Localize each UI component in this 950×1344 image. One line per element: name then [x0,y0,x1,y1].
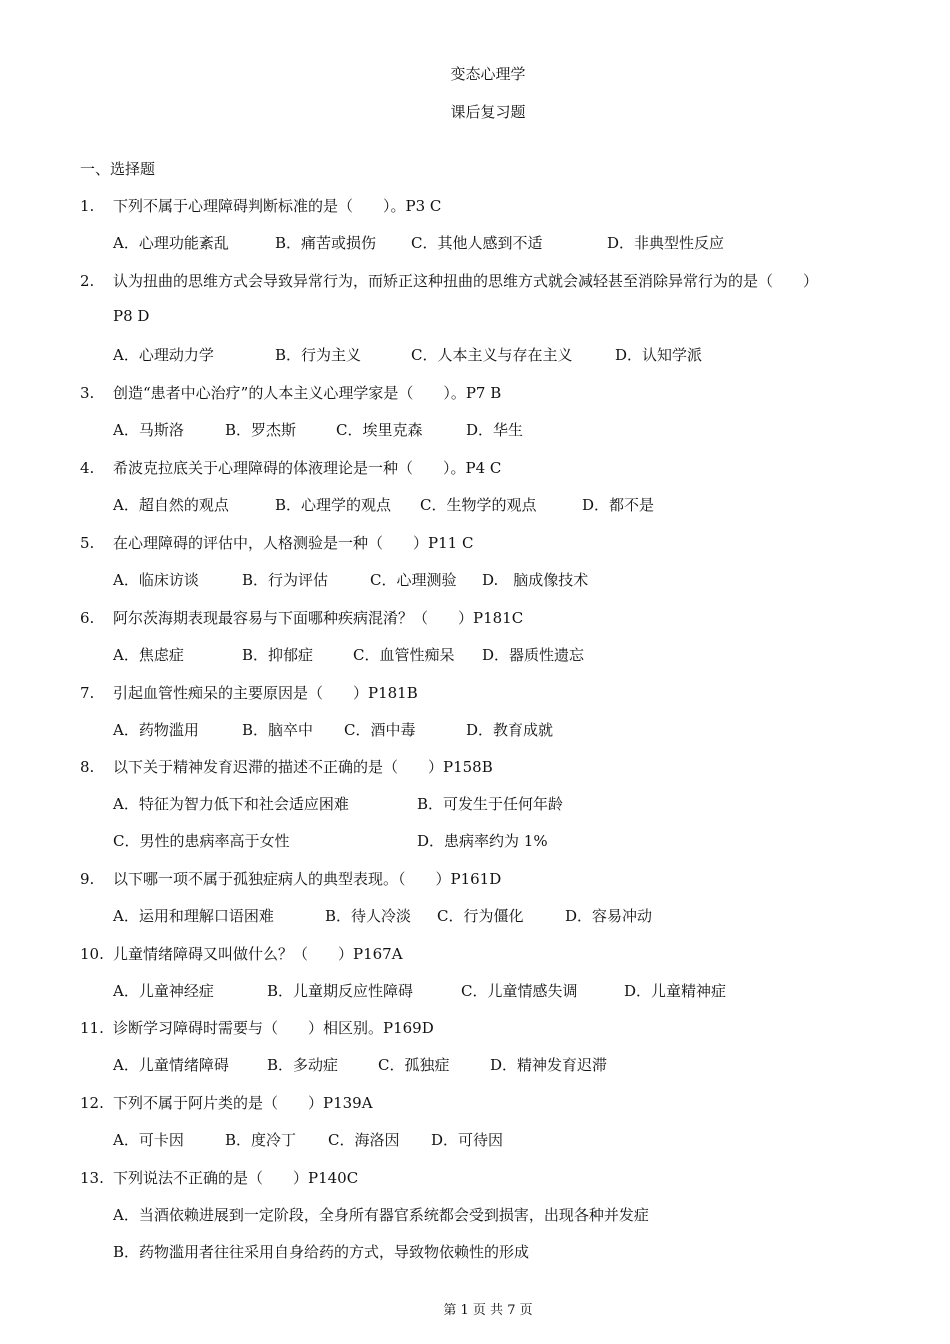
option-a: A．马斯洛 [113,421,184,439]
question-1 [80,195,910,216]
question-number: 3. [80,384,95,402]
option-a: A．药物滥用 [113,721,199,739]
option-a: A．超自然的观点 [113,496,229,514]
question-3 [80,382,910,403]
page-footer: 第 1 页 共 7 页 [443,1303,533,1318]
option-d: D．容易冲动 [565,907,653,925]
question-5 [80,532,910,553]
option-c: C．酒中毒 [344,721,416,739]
question-number: 9. [80,870,95,888]
question-number: 8. [80,758,95,776]
question-12 [80,1092,910,1113]
option-a: A．儿童情绪障碍 [113,1056,229,1074]
option-b: B．度冷丁 [225,1131,297,1149]
option-d: D．非典型性反应 [607,234,725,252]
question-7 [80,682,910,703]
question-2 [80,270,910,291]
option-d: D．认知学派 [615,346,703,364]
option-c: C．男性的患病率高于女性 [113,832,290,850]
question-text: 下列不属于心理障碍判断标准的是（ ）。P3 C [113,197,442,215]
option-b: B．多动症 [267,1056,339,1074]
option-b: B．可发生于任何年龄 [417,795,564,813]
question-text: 儿童情绪障碍又叫做什么？（ ）P167A [113,945,403,963]
option-c: C．埃里克森 [336,421,423,439]
option-c: C．行为僵化 [437,907,524,925]
option-c: C．血管性痴呆 [353,646,455,664]
question-number: 12. [80,1094,104,1112]
question-text: 认为扭曲的思维方式会导致异常行为，而矫正这种扭曲的思维方式就会减轻甚至消除异常行为的是（ ） [113,272,819,290]
question-number: 10. [80,945,104,963]
question-10 [80,943,910,964]
question-text: 下列说法不正确的是（ ）P140C [113,1169,359,1187]
option-b: B．抑郁症 [242,646,314,664]
option-b: B．儿童期反应性障碍 [267,982,414,1000]
option-a: A．特征为智力低下和社会适应困难 [113,795,349,813]
option-b: B．药物滥用者往往采用自身给药的方式，导致物依赖性的形成 [113,1243,530,1261]
option-a: A．心理功能紊乱 [113,234,229,252]
option-d: D．教育成就 [466,721,554,739]
document-subtitle: 课后复习题 [450,103,526,121]
question-6 [80,607,910,628]
question-text: 希波克拉底关于心理障碍的体液理论是一种（ ）。P4 C [113,459,502,477]
document-title: 变态心理学 [450,65,526,83]
question-13 [80,1167,910,1188]
option-b: B．行为评估 [242,571,329,589]
question-text: 在心理障碍的评估中，人格测验是一种（ ）P11 C [113,534,474,552]
option-d: D. 脑成像技术 [482,571,589,589]
option-b: B．脑卒中 [242,721,314,739]
option-c: C．其他人感到不适 [411,234,543,252]
option-a: A．当酒依赖进展到一定阶段，全身所有器官系统都会受到损害，出现各种并发症 [113,1206,649,1224]
option-a: A．焦虑症 [113,646,184,664]
question-text: 以下关于精神发育迟滞的描述不正确的是（ ）P158B [113,758,493,776]
option-c: C．生物学的观点 [420,496,537,514]
question-9 [80,868,910,889]
question-text: 下列不属于阿片类的是（ ）P139A [113,1094,373,1112]
question-number: 2. [80,272,95,290]
question-2-continuation: P8 D [113,307,150,325]
option-d: D．器质性遗忘 [482,646,585,664]
question-number: 7. [80,684,95,702]
option-a: A．运用和理解口语困难 [113,907,274,925]
question-number: 11. [80,1019,104,1037]
option-b: B．痛苦或损伤 [275,234,377,252]
option-c: C．心理测验 [370,571,457,589]
option-d: D．都不是 [582,496,655,514]
option-d: D．华生 [466,421,524,439]
question-text: 以下哪一项不属于孤独症病人的典型表现。（ ）P161D [113,870,502,888]
option-a: A．临床访谈 [113,571,199,589]
option-c: C．儿童情感失调 [461,982,578,1000]
option-a: A．心理动力学 [113,346,214,364]
option-c: C．人本主义与存在主义 [411,346,573,364]
question-number: 6. [80,609,95,627]
option-b: B．罗杰斯 [225,421,297,439]
question-number: 13. [80,1169,104,1187]
question-text: 阿尔茨海期表现最容易与下面哪种疾病混淆？（ ）P181C [113,609,524,627]
question-4 [80,457,910,478]
option-b: B．待人冷淡 [325,907,412,925]
option-a: A．可卡因 [113,1131,184,1149]
option-a: A．儿童神经症 [113,982,214,1000]
section-heading: 一、选择题 [80,160,156,178]
question-text: 创造“患者中心治疗”的人本主义心理学家是（ ）。P7 B [113,384,502,402]
question-number: 4. [80,459,95,477]
question-8 [80,756,910,777]
option-d: D．儿童精神症 [624,982,727,1000]
option-b: B．心理学的观点 [275,496,392,514]
option-c: C．孤独症 [378,1056,450,1074]
question-text: 诊断学习障碍时需要与（ ）相区别。P169D [113,1019,434,1037]
option-d: D．精神发育迟滞 [490,1056,608,1074]
question-number: 1. [80,197,95,215]
question-11 [80,1017,910,1038]
option-b: B．行为主义 [275,346,362,364]
option-d: D．可待因 [431,1131,504,1149]
option-c: C．海洛因 [328,1131,400,1149]
question-number: 5. [80,534,95,552]
question-text: 引起血管性痴呆的主要原因是（ ）P181B [113,684,418,702]
option-d: D．患病率约为 1% [417,832,548,850]
